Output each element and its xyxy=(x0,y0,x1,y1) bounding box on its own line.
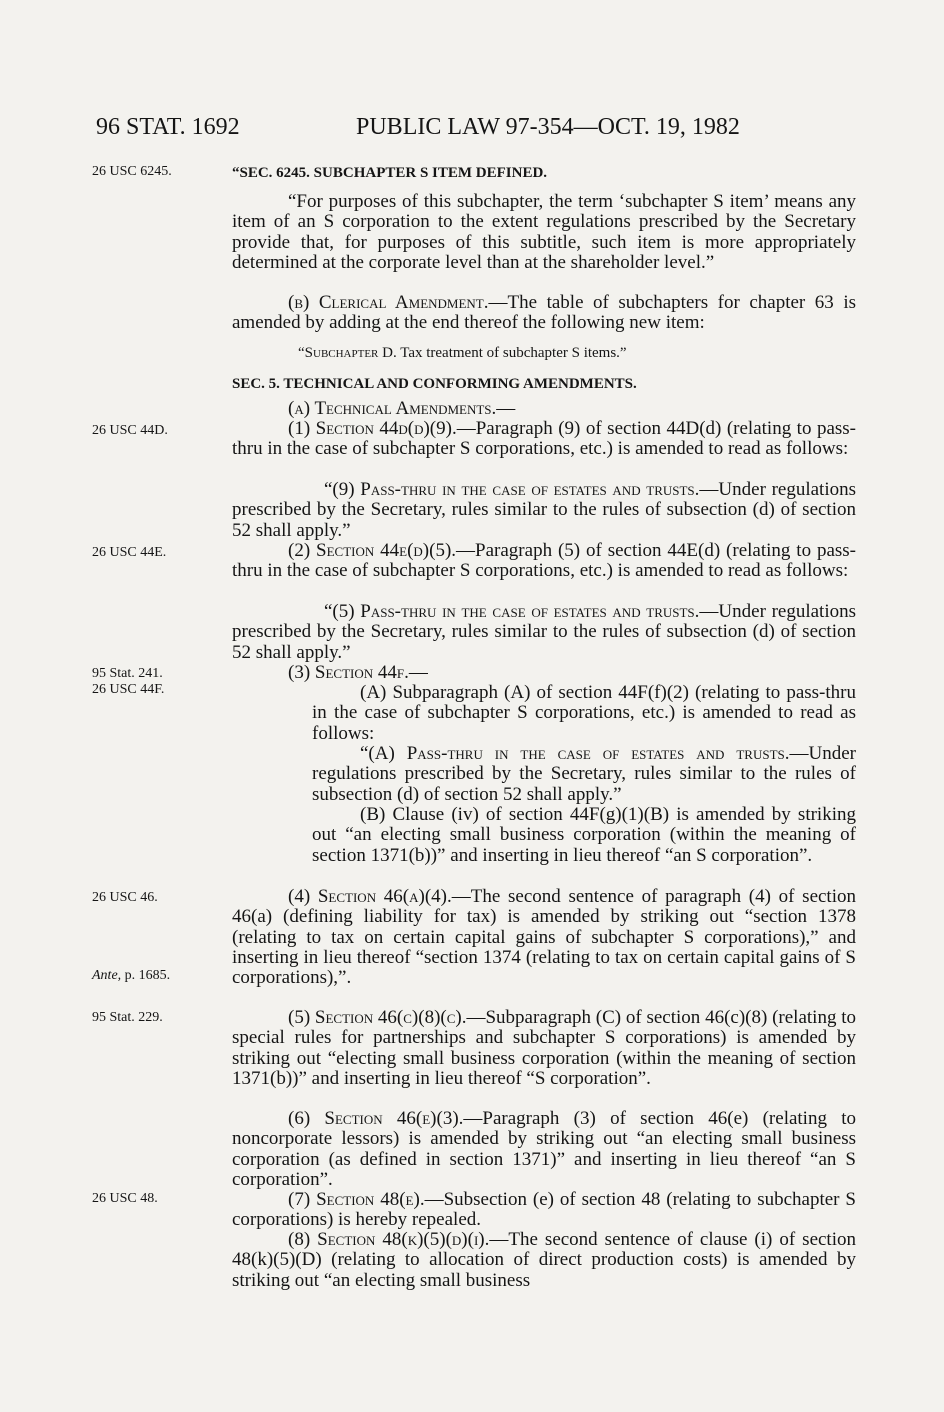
margin-note-26usc6245: 26 USC 6245. xyxy=(92,164,172,179)
clerical-amendment-paragraph xyxy=(232,293,856,334)
public-law-citation: PUBLIC LAW 97-354—OCT. 19, 1982 xyxy=(356,114,740,140)
margin-note-ante xyxy=(92,968,170,984)
paragraph-8 xyxy=(232,1230,856,1291)
table-item-label: “Subchapter xyxy=(298,345,379,361)
margin-note-26usc44f: 26 USC 44F. xyxy=(92,682,165,697)
paragraph-1-text: .—Paragraph (9) of section 44D(d) (relating to pass-thru in the case of subchapter S corporations, etc.) is amended to read as follows: xyxy=(232,418,856,460)
margin-note-26usc46: 26 USC 46. xyxy=(92,890,158,905)
margin-note-ante-italic: Ante, xyxy=(92,968,122,983)
technical-amendments-label xyxy=(232,399,856,419)
paragraph-5-label: (5) Section 46(c)(8)(c) xyxy=(288,1007,462,1028)
paragraph-8-label: (8) Section 48(k)(5)(d)(i) xyxy=(288,1229,485,1250)
paragraph-3A-quote-text: —Under regulations prescribed by the Secretary, rules similar to the rules of subsection (d) of section 52 shall apply.” xyxy=(312,743,856,805)
paragraph-6 xyxy=(232,1109,856,1190)
paragraph-1-quote xyxy=(232,480,856,541)
paragraph-5-text: .—Subparagraph (C) of section 46(c)(8) (relating to special rules for partnerships and subchapter S corporations) is amended by striking out “electing small business corporation (within the meaning of section 1371(b))” and inserting in lieu thereof “S corporation”. xyxy=(232,1007,856,1089)
paragraph-2-text: .—Paragraph (5) of section 44E(d) (relating to pass-thru in the case of subchapter S corporations, etc.) is amended to read as follows: xyxy=(232,540,856,582)
clerical-amendment-text: —The table of subchapters for chapter 63 is amended by adding at the end thereof the following new item: xyxy=(232,292,856,334)
section-5-heading: SEC. 5. TECHNICAL AND CONFORMING AMENDMENTS. xyxy=(232,376,637,392)
paragraph-5 xyxy=(232,1008,856,1089)
table-item-text: D. Tax treatment of subchapter S items.” xyxy=(378,345,627,361)
margin-note-95stat229: 95 Stat. 229. xyxy=(92,1010,163,1025)
paragraph-4 xyxy=(232,887,856,988)
paragraph-3-label-text: (3) Section 44f.— xyxy=(288,662,428,683)
paragraph-2 xyxy=(232,541,856,582)
paragraph-1 xyxy=(232,419,856,460)
paragraph-1-quote-text: —Under regulations prescribed by the Secretary, rules similar to the rules of subsection (d) of section 52 shall apply.” xyxy=(232,479,857,541)
paragraph-7-label: (7) Section 48(e) xyxy=(288,1189,420,1210)
paragraph-3A-quote xyxy=(312,744,856,805)
paragraph-6-text: .—Paragraph (3) of section 46(e) (relating to noncorporate lessors) is amended by striking out “an electing small business corporation (as defined in section 1371)” and inserting in lieu thereof “an S corporation”. xyxy=(232,1108,856,1190)
section-6245-heading: “SEC. 6245. SUBCHAPTER S ITEM DEFINED. xyxy=(232,165,548,181)
paragraph-3-label xyxy=(232,663,856,683)
paragraph-4-label: (4) Section 46(a)(4) xyxy=(288,886,447,907)
page-stat-number: 96 STAT. 1692 xyxy=(96,114,240,140)
paragraph-7 xyxy=(232,1190,856,1231)
paragraph-3A-quote-label: “(A) Pass-thru in the case of estates and trusts. xyxy=(360,743,790,764)
margin-note-26usc48: 26 USC 48. xyxy=(92,1191,158,1206)
paragraph-3A: (A) Subparagraph (A) of section 44F(f)(2) (relating to pass-thru in the case of subchapter S corporations, etc.) is amended to read as follows: xyxy=(312,682,856,744)
technical-amendments-text: (a) Technical Amendments.— xyxy=(288,398,516,419)
paragraph-1-label: (1) Section 44d(d)(9) xyxy=(288,418,452,439)
margin-note-26usc44d: 26 USC 44D. xyxy=(92,423,168,438)
table-of-subchapters-item xyxy=(298,345,627,362)
paragraph-4-text: .—The second sentence of paragraph (4) of section 46(a) (defining liability for tax) is amended by striking out “section 1378 (relating to tax on certain capital gains of subchapter S corporations),” and inserting in lieu thereof “section 1374 (relating to tax on certain capital gains of S corporations),”. xyxy=(232,886,856,989)
paragraph-2-quote xyxy=(232,602,856,663)
margin-note-95stat241: 95 Stat. 241. xyxy=(92,666,163,681)
clerical-amendment-label: (b) Clerical Amendment. xyxy=(288,292,489,313)
paragraph-8-text: .—The second sentence of clause (i) of section 48(k)(5)(D) (relating to allocation of direct production costs) is amended by striking out “an electing small business xyxy=(232,1229,856,1291)
section-6245-text: “For purposes of this subchapter, the term ‘subchapter S item’ means any item of an S corporation to the extent regulations prescribed by the Secretary provide that, for purposes of this subtitle, such item is more appropriately determined at the corporate level than at the shareholder level.” xyxy=(232,191,856,273)
paragraph-7-text: .—Subsection (e) of section 48 (relating to subchapter S corporations) is hereby repealed. xyxy=(232,1189,856,1231)
paragraph-3B: (B) Clause (iv) of section 44F(g)(1)(B) is amended by striking out “an electing small business corporation (within the meaning of section 1371(b))” and inserting in lieu thereof “an S corporation”. xyxy=(312,804,856,866)
paragraph-2-quote-text: —Under regulations prescribed by the Secretary, rules similar to the rules of subsection (d) of section 52 shall apply.” xyxy=(232,601,857,663)
margin-note-26usc44e: 26 USC 44E. xyxy=(92,545,167,560)
paragraph-2-label: (2) Section 44e(d)(5) xyxy=(288,540,452,561)
margin-note-ante-page: p. 1685. xyxy=(121,968,171,983)
paragraph-2-quote-label: “(5) Pass-thru in the case of estates and trusts. xyxy=(324,601,700,622)
paragraph-1-quote-label: “(9) Pass-thru in the case of estates and trusts. xyxy=(324,479,700,500)
paragraph-6-label: (6) Section 46(e)(3) xyxy=(288,1108,459,1129)
